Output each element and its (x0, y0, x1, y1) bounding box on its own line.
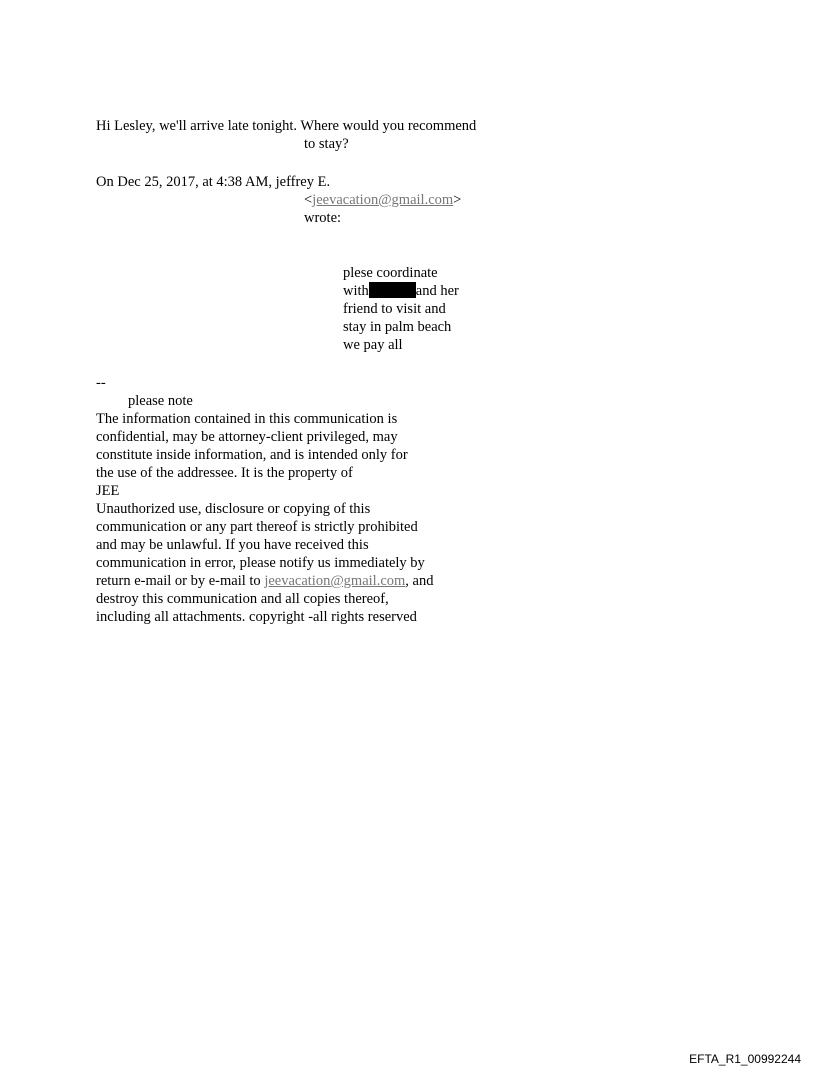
quoted-line-2-before: with (343, 283, 369, 299)
quoted-line-2 (343, 282, 459, 300)
quoted-line-2-after: and her (415, 283, 459, 299)
disclaimer-line: including all attachments. copyright -all rights reserved (96, 609, 417, 625)
disclaimer-line: constitute inside information, and is intended only for (96, 447, 408, 463)
quote-header-line: On Dec 25, 2017, at 4:38 AM, jeffrey E. (96, 174, 331, 190)
notify-email-link[interactable]: jeevacation@gmail.com (264, 573, 406, 589)
disclaimer-notify-line (96, 572, 496, 590)
disclaimer-line: communication or any part thereof is strictly prohibited (96, 519, 418, 535)
disclaimer-line: destroy this communication and all copies thereof, (96, 591, 389, 607)
sender-email-link[interactable]: jeevacation@gmail.com (312, 192, 454, 208)
disclaimer-line: Unauthorized use, disclosure or copying of this (96, 501, 371, 517)
disclaimer-line: confidential, may be attorney-client privileged, may (96, 429, 398, 445)
quoted-line-3: friend to visit and (343, 301, 446, 317)
email-bracket-close: > (453, 192, 462, 208)
redaction-box (369, 282, 416, 298)
quote-header-wrote: wrote: (304, 210, 342, 226)
disclaimer-line: and may be unlawful. If you have received this (96, 537, 369, 553)
quoted-line-1: plese coordinate (343, 265, 438, 281)
reply-line-2: to stay? (304, 136, 349, 152)
quote-header-email-line (304, 191, 461, 209)
disclaimer-line: The information contained in this communication is (96, 411, 398, 427)
disclaimer-line: communication in error, please notify us immediately by (96, 555, 425, 571)
notify-before: return e-mail or by e-mail to (96, 573, 261, 589)
signature-note: please note (128, 393, 193, 409)
confidentiality-disclaimer (96, 410, 496, 626)
disclaimer-line: JEE (96, 483, 120, 499)
email-bracket-open: < (304, 192, 313, 208)
quoted-line-4: stay in palm beach (343, 319, 452, 335)
notify-after: , and (405, 573, 434, 589)
signature-separator: -- (96, 375, 106, 391)
reply-line-1: Hi Lesley, we'll arrive late tonight. Where would you recommend (96, 118, 477, 134)
disclaimer-line: the use of the addressee. It is the property of (96, 465, 353, 481)
quoted-line-5: we pay all (343, 337, 403, 353)
document-id: EFTA_R1_00992244 (689, 1052, 801, 1066)
